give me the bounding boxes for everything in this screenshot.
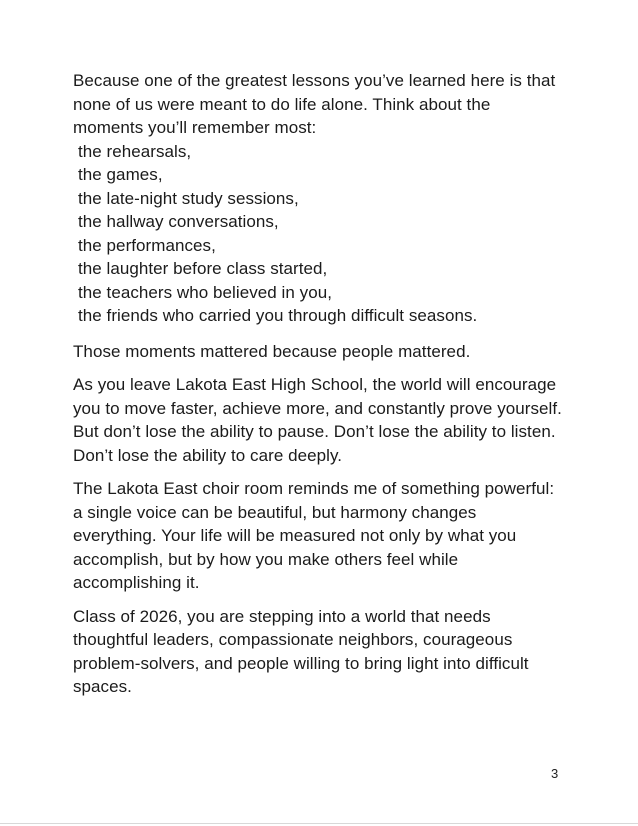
paragraph-choir-room: The Lakota East choir room reminds me of something powerful: a single voice can be beautiful, but harmony changes everything. Your life will be measured not only by what you accomplish, but by how you make others feel while accomplishing it.	[73, 479, 555, 592]
document-body	[73, 69, 563, 709]
intro-paragraph: Because one of the greatest lessons you’ve learned here is that none of us were meant to do life alone. Think about the moments you’ll remember most:	[73, 71, 556, 137]
paragraph-leaving-school: As you leave Lakota East High School, the world will encourage you to move faster, achieve more, and constantly prove yourself. But don’t lose the ability to pause. Don’t lose the ability to listen. Don’t lose the ability to care deeply.	[73, 375, 562, 465]
list-item: the laughter before class started,	[78, 259, 328, 278]
page-bottom-edge	[0, 823, 638, 824]
page-number: 3	[551, 766, 559, 781]
list-item: the friends who carried you through difficult seasons.	[78, 306, 478, 325]
list-item: the hallway conversations,	[78, 212, 279, 231]
list-item: the late-night study sessions,	[78, 188, 299, 208]
paragraph-moments-mattered: Those moments mattered because people mattered.	[73, 341, 471, 361]
list-item: the games,	[78, 165, 163, 184]
list-item: the performances,	[78, 235, 216, 255]
moments-list	[73, 140, 563, 328]
list-item: the rehearsals,	[78, 141, 192, 161]
paragraph-class-of-2026: Class of 2026, you are stepping into a world that needs thoughtful leaders, compassionate neighbors, courageous problem-solvers, and people willing to bring light into difficult spaces.	[73, 606, 529, 696]
list-item: the teachers who believed in you,	[78, 282, 332, 302]
